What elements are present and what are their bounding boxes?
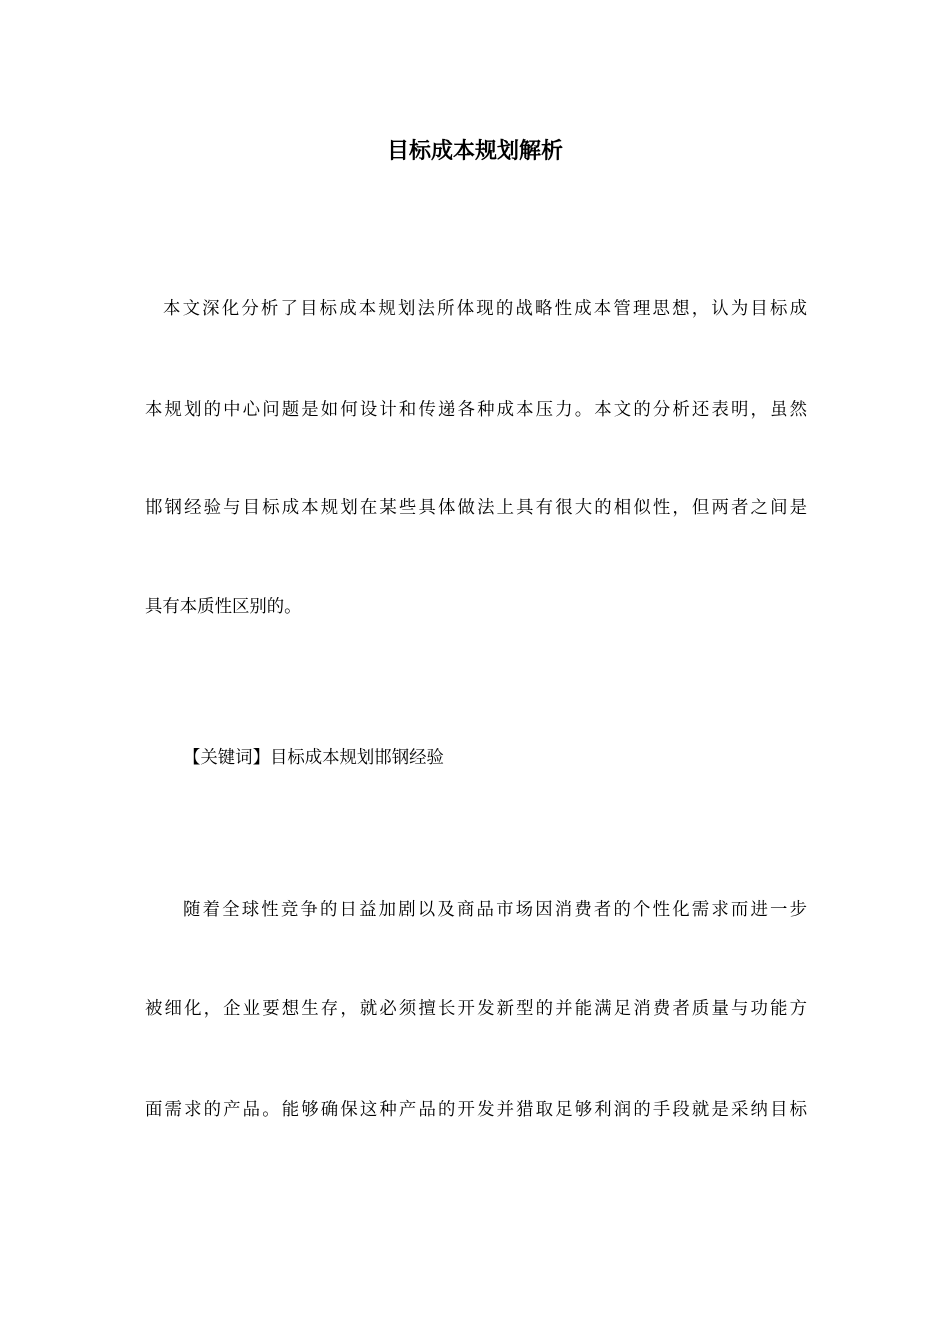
abstract-line: 本规划的中心问题是如何设计和传递各种成本压力。本文的分析还表明，虽然 bbox=[145, 400, 807, 420]
abstract-line: 具有本质性区别的。 bbox=[145, 597, 302, 617]
abstract-line: 本文深化分析了目标成本规划法所体现的战略性成本管理思想，认为目标成 bbox=[163, 299, 807, 319]
body-line: 被细化，企业要想生存，就必须擅长开发新型的并能满足消费者质量与功能方 bbox=[145, 999, 807, 1019]
body-line: 随着全球性竞争的日益加剧以及商品市场因消费者的个性化需求而进一步 bbox=[183, 900, 807, 920]
body-line: 面需求的产品。能够确保这种产品的开发并猎取足够利润的手段就是采纳目标 bbox=[145, 1100, 807, 1120]
abstract-line: 邯钢经验与目标成本规划在某些具体做法上具有很大的相似性，但两者之间是 bbox=[145, 498, 807, 518]
keywords-line: 【关键词】目标成本规划邯钢经验 bbox=[183, 748, 444, 768]
document-title: 目标成本规划解析 bbox=[386, 138, 563, 164]
